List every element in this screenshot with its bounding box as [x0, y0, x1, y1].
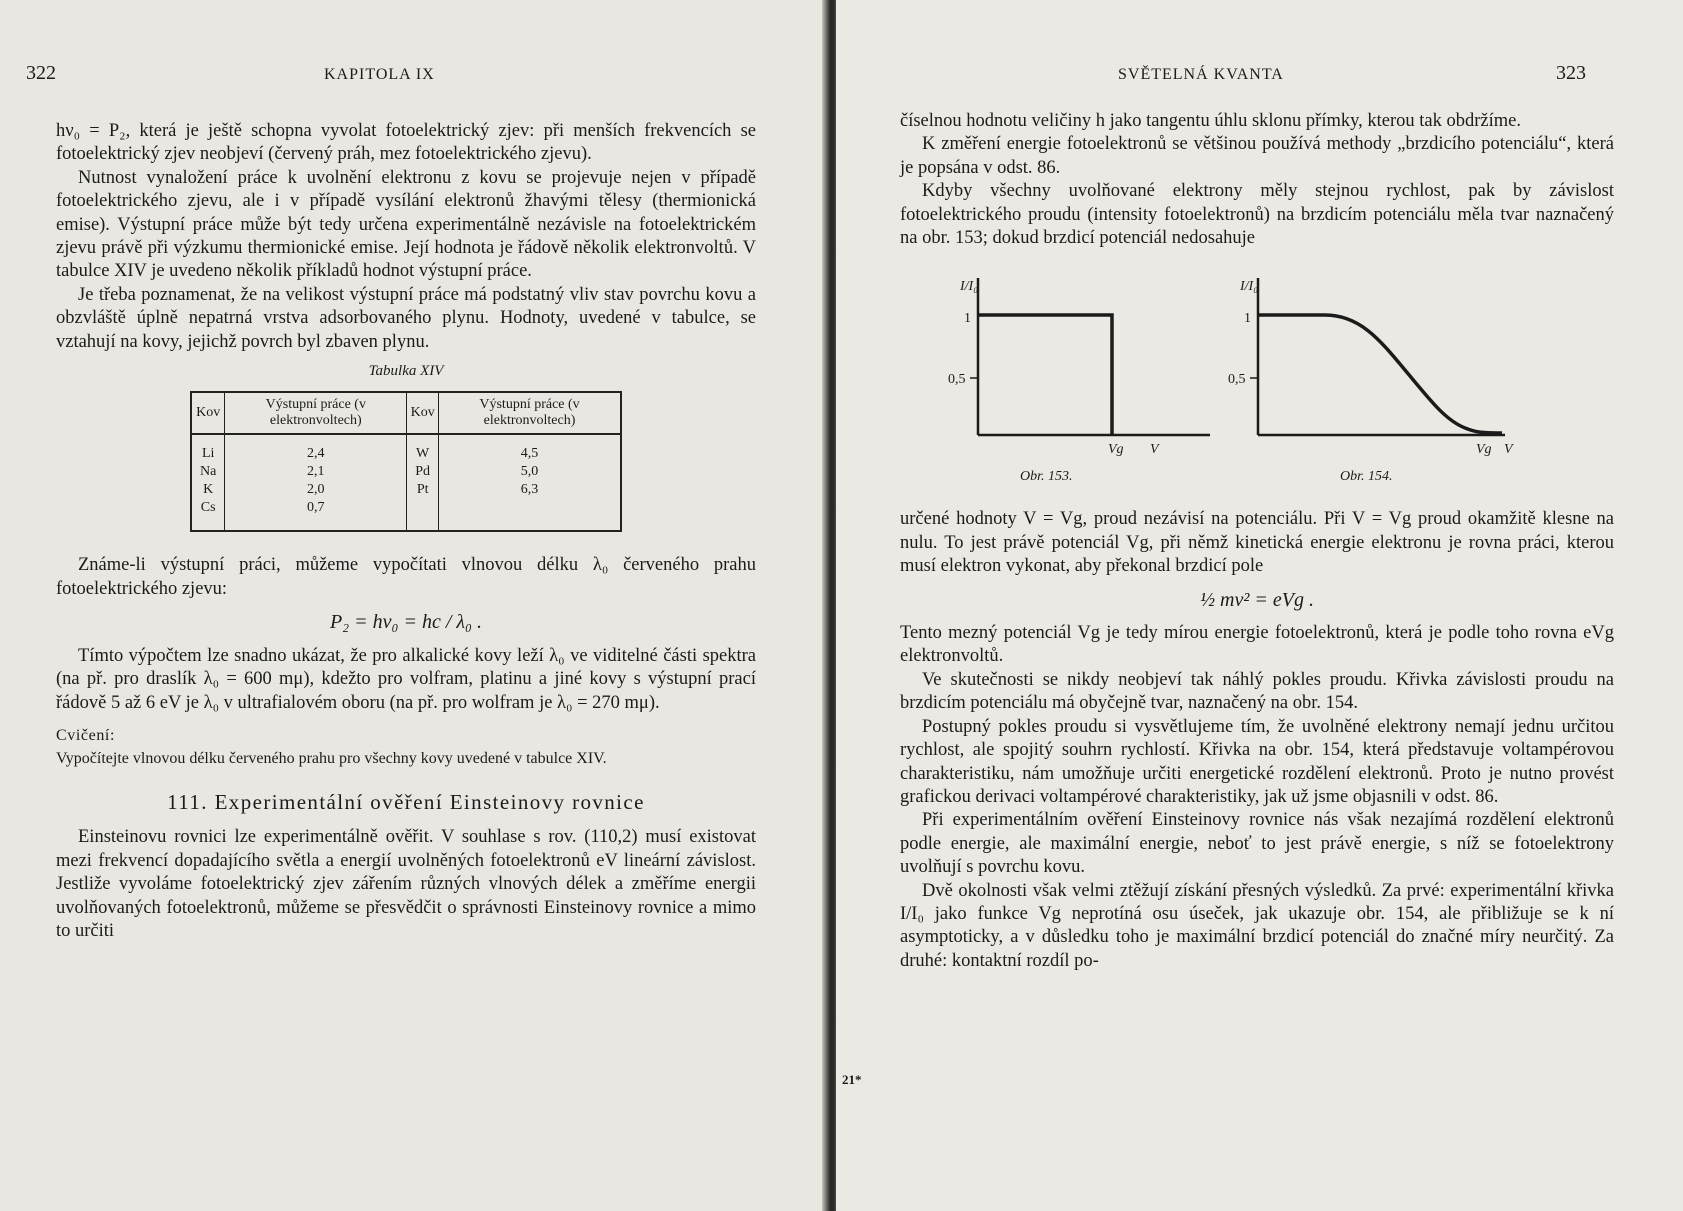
paragraph: K změření energie fotoelektronů se většinou používá methody „brzdicího potenciálu“, která je popsána v odst. 86.	[900, 134, 1614, 178]
table-header: Výstupní práce (v elektronvoltech)	[225, 392, 407, 434]
left-page	[0, 0, 828, 1211]
figure-caption: Obr. 154.	[1340, 469, 1393, 485]
paragraph: hν₀ = P₂, která je ještě schopna vyvolat fotoelektrický zjev: při menších frekvencích se fotoelektrický zjev neobjeví (červený práh, mez fotoelektrického zjevu).	[56, 121, 756, 165]
exercise-text: Vypočítejte vlnovou délku červeného prahu pro všechny kovy uvedené v tabulce XIV.	[56, 749, 607, 767]
table-row: Na 2,1 Pd 5,0	[191, 463, 621, 481]
tick-label: 0,5	[1228, 372, 1246, 388]
running-head: SVĚTELNÁ KVANTA	[1118, 66, 1284, 83]
paragraph: Nutnost vynaložení práce k uvolnění elektronu z kovu se projevuje nejen v případě fotoelektrického zjevu, ale i v případě vysílání elektronů žhavými tělesy (thermionická emise). Výstupní práce může být tedy určena experimentálně nezávisle na fotoelektrickém zjevu právě při výzkumu thermionické emise. Její hodnota je řádově několik elektronvoltů. V tabulce XIV je uvedeno několik příkladů hodnot výstupní práce.	[56, 167, 756, 282]
running-head: KAPITOLA IX	[324, 66, 435, 83]
text-column	[900, 110, 1614, 973]
paragraph: určené hodnoty V = Vg, proud nezávisí na potenciálu. Při V = Vg proud okamžitě klesne na nulu. To jest právě potenciál Vg, při němž kinetická energie elektronu je rovna práci, kterou musí elektron vykonat, aby překonal brzdicí pole	[900, 509, 1614, 577]
paragraph: číselnou hodnotu veličiny h jako tangentu úhlu sklonu přímky, kterou tak obdržíme.	[900, 111, 1522, 131]
paragraph: Dvě okolnosti však velmi ztěžují získání přesných výsledků. Za prvé: experimentální křivka I/I₀ jako funkce Vg neprotíná osu úseček, jak ukazuje obr. 154, ale přibližuje se k ní asymptoticky, a v důsledku toho je maximální brzdicí potenciál do značné míry neurčitý. Za druhé: kontaktní rozdíl po-	[900, 880, 1614, 971]
paragraph: Při experimentálním ověření Einsteinovy rovnice nás však nezajímá rozdělení elektronů podle energie, ale maximální energie, neboť to jest právě energie, s níž se fotoelektrony uvolňují s povrchu kovu.	[900, 810, 1614, 878]
v-label: V	[1504, 442, 1513, 458]
right-page	[836, 0, 1683, 1211]
table-header: Kov	[191, 392, 225, 434]
figure-154-graph	[1240, 260, 1530, 460]
paragraph: Tento mezný potenciál Vg je tedy mírou energie fotoelektronů, která je podle toho rovna eVg elektronvoltů.	[900, 623, 1614, 667]
table-row: K 2,0 Pt 6,3	[191, 481, 621, 499]
tick-label: 0,5	[948, 372, 966, 388]
y-axis-label: I/I₀	[960, 279, 979, 295]
tick-label: 1	[1244, 311, 1251, 327]
table-row: Cs 0,7	[191, 499, 621, 531]
vg-label: Vg	[1108, 442, 1124, 458]
paragraph: Ve skutečnosti se nikdy neobjeví tak náhlý pokles proudu. Křivka závislosti proudu na brzdicím potenciálu má obyčejně tvar, naznačený na obr. 154.	[900, 669, 1614, 714]
section-heading: 111. Experimentální ověření Einsteinovy rovnice	[167, 789, 645, 814]
equation: P₂ = hν₀ = hc / λ₀ .	[329, 611, 483, 634]
paragraph: Známe-li výstupní práci, můžeme vypočítati vlnovou délku λ₀ červeného prahu fotoelektrického zjevu:	[56, 555, 756, 599]
work-function-table	[190, 391, 622, 532]
equation: ½ mv² = eVg .	[1200, 588, 1314, 611]
exercise-title: Cvičení:	[56, 726, 116, 744]
table-header: Výstupní práce (v elektronvoltech)	[439, 392, 621, 434]
figure-caption: Obr. 153.	[1020, 469, 1073, 485]
signature-mark: 21*	[842, 1072, 862, 1087]
table-caption: Tabulka XIV	[368, 363, 444, 380]
v-label: V	[1150, 442, 1159, 458]
figure-153-graph	[960, 260, 1240, 460]
paragraph: Einsteinovu rovnici lze experimentálně ověřit. V souhlase s rov. (110,2) musí existovat mezi frekvencí dopadajícího světla a energií uvolněných fotoelektronů eV lineární závislost. Jestliže vyvoláme fotoelektrický zjev zářením různých vlnových délek a změříme energii uvolňovaných fotoelektronů, můžeme se přesvědčit o správnosti Einsteinovy rovnice a mimo to určiti	[56, 827, 756, 941]
table-row: Li 2,4 W 4,5	[191, 445, 621, 463]
y-axis-label: I/I₀	[1240, 279, 1259, 295]
table-header: Kov	[407, 392, 439, 434]
tick-label: 1	[964, 311, 971, 327]
paragraph: Postupný pokles proudu si vysvětlujeme tím, že uvolněné elektrony nemají jednu určitou rychlost, ale spojitý souhrn rychlostí. Křivka na obr. 154, která představuje voltampérovou charakteristiku, nám umožňuje určiti energetické rozdělení elektronů. Proto je nutno provést grafickou derivaci voltampérové charakteristiky, jak už jsme objasnili v odst. 86.	[900, 716, 1614, 807]
page-number: 322	[26, 62, 56, 84]
figures	[900, 260, 1614, 490]
paragraph: Tímto výpočtem lze snadno ukázat, že pro alkalické kovy leží λ₀ ve viditelné části spektra (na př. pro draslík λ₀ = 600 mμ), kdežto pro volfram, platinu a jiné kovy s výstupní prací řádově 5 až 6 eV je λ₀ v ultrafialovém oboru (na př. pro wolfram je λ₀ = 270 mμ).	[56, 645, 756, 713]
page-number: 323	[1556, 62, 1586, 84]
vg-label: Vg	[1476, 442, 1492, 458]
paragraph: Kdyby všechny uvolňované elektrony měly stejnou rychlost, pak by závislost fotoelektrického proudu (intensity fotoelektronů) na brzdicím potenciálu měla tvar naznačený na obr. 153; dokud brzdicí potenciál nedosahuje	[900, 181, 1614, 249]
paragraph: Je třeba poznamenat, že na velikost výstupní práce má podstatný vliv stav povrchu kovu a obzvláště úplně nepatrná vrstva adsorbovaného plynu. Hodnoty, uvedené v tabulce, se vztahují na kovy, jejichž povrch byl zbaven plynu.	[56, 284, 756, 352]
text-column	[56, 120, 756, 943]
